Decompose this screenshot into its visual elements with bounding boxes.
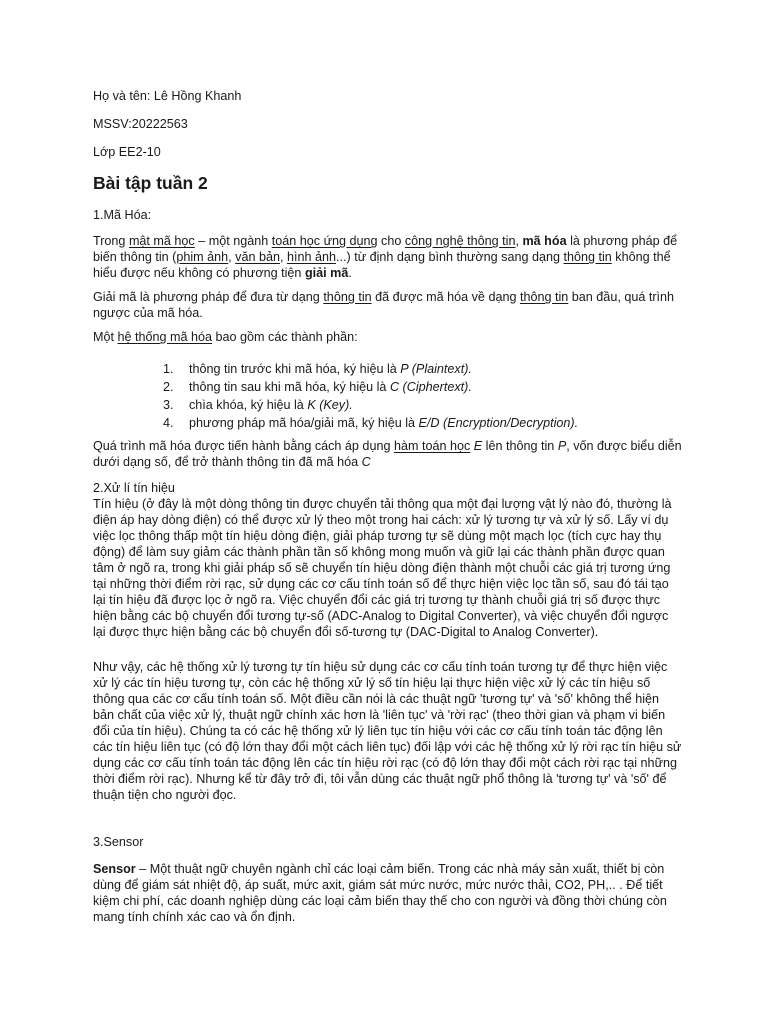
section2-paragraph-2: Như vậy, các hệ thống xử lý tương tự tín hiệu sử dụng các cơ cấu tính toán tương tự để thực hiện việc xử lý các tín hiệu tương tự, còn các hệ thống xử lý số tín hiệu lại thực hiện việc xử lý các tín hiệu số thông qua các cơ cấu tính toán số. Một điều cần nói là các thuật ngữ 'tương tự' và 'số' không thể hiện bản chất của việc xử lý, thuật ngữ chính xác hơn là 'liên tục' và 'rời rạc' (theo thời gian và phạm vi biến đổi của tín hiệu). Chúng ta có các hệ thống xử lý liên tục tín hiệu với các cơ cấu tính toán tác động lên các tín hiệu liên tục (có độ lớn thay đổi một cách liên tục) đối lập với các hệ thống xử lý rời rạc tín hiệu sử dụng các cơ cấu tính toán tác động lên các tín hiệu rời rạc (có độ lớn thay đổi một cách rời rạc tại những thời điểm rời rạc). Nhưng kể từ đây trở đi, tôi vẫn dùng các thuật ngữ phổ thông là 'tương tự' và 'số' để thuận tiện cho người đọc. xyxy=(93,660,682,802)
list-item: 4. phương pháp mã hóa/giải mã, ký hiệu là E/D (Encryption/Decryption). xyxy=(163,416,579,430)
link-phim-anh[interactable]: phim ảnh xyxy=(176,250,229,264)
section2-heading: 2.Xử lí tín hiệu xyxy=(93,481,175,495)
student-name: Họ và tên: Lê Hồng Khanh xyxy=(93,89,242,103)
section3-paragraph-1: Sensor – Một thuật ngữ chuyên ngành chỉ các loại cảm biến. Trong các nhà máy sản xuất, thiết bị còn dùng để giám sát nhiệt độ, áp suất, mức axit, giám sát mức nước, mức nước thải, CO2, PH,.. . Để tiết kiệm chi phí, các doanh nghiệp dùng các loại cảm biến thay thế cho con người và đồng thời chúng còn mang tính chính xác cao và ổn định. xyxy=(93,862,667,924)
link-he-thong-ma-hoa[interactable]: hệ thống mã hóa xyxy=(117,330,213,344)
section1-paragraph-1: Trong mật mã học – một ngành toán học ứng dụng cho công nghệ thông tin, mã hóa là phương pháp để biến thông tin (phim ảnh, văn bản, hình ảnh...) từ định dạng bình thường sang dạng thông tin không thể hiểu được nếu không có phương tiện giải mã. xyxy=(93,234,678,280)
link-thong-tin[interactable]: thông tin xyxy=(563,250,612,264)
section1-paragraph-2: Giải mã là phương pháp để đưa từ dạng thông tin đã được mã hóa về dạng thông tin ban đầu, quá trình ngược của mã hóa. xyxy=(93,290,675,320)
list-item: 3. chìa khóa, ký hiệu là K (Key). xyxy=(163,398,353,412)
student-id: MSSV:20222563 xyxy=(93,117,188,131)
section3-heading: 3.Sensor xyxy=(93,835,144,849)
list-item: 1. thông tin trước khi mã hóa, ký hiệu là P (Plaintext). xyxy=(163,362,472,376)
link-thong-tin[interactable]: thông tin xyxy=(323,290,372,304)
link-cong-nghe-thong-tin[interactable]: công nghệ thông tin xyxy=(404,234,516,248)
section1-paragraph-4: Quá trình mã hóa được tiến hành bằng cách áp dụng hàm toán học E lên thông tin P, vốn được biểu diễn dưới dạng số, để trở thành thông tin đã mã hóa C xyxy=(93,439,682,469)
link-mat-ma-hoc[interactable]: mật mã học xyxy=(128,234,195,248)
components-list xyxy=(0,360,768,432)
section1-heading: 1.Mã Hóa: xyxy=(93,208,152,222)
link-van-ban[interactable]: văn bản xyxy=(235,250,280,264)
link-hinh-anh[interactable]: hình ảnh xyxy=(286,250,336,264)
class-code: Lớp EE2-10 xyxy=(93,145,161,159)
section1-paragraph-3: Một hệ thống mã hóa bao gồm các thành phần: xyxy=(93,330,358,344)
link-thong-tin[interactable]: thông tin xyxy=(519,290,569,304)
list-item: 2. thông tin sau khi mã hóa, ký hiệu là C (Ciphertext). xyxy=(163,380,472,394)
link-toan-hoc-ung-dung[interactable]: toán học ứng dụng xyxy=(271,234,378,248)
page-title: Bài tập tuần 2 xyxy=(93,173,208,193)
link-ham-toan-hoc[interactable]: hàm toán học xyxy=(393,439,471,453)
section2-paragraph-1: Tín hiệu (ở đây là một dòng thông tin được chuyển tải thông qua một đại lượng vật lý nào đó, thường là điện áp hay dòng điện) có thể được xử lý theo một trong hai cách: xử lý tương tự và xử lý số. Lấy ví dụ việc lọc thông thấp một tín hiệu dòng điện, giải pháp tương tự sẽ dùng một mạch lọc (tích cực hay thụ động) để làm suy giảm các thành phần tần số không mong muốn và giữ lại các thành phần được quan tâm ở ngõ ra, trong khi giải pháp số sẽ chuyển tín hiệu dòng điện thành một chuỗi các giá trị tương ứng tại những thời điểm rời rạc, sử dụng các cơ cấu tính toán số để thực hiện việc lọc tần số, sau đó tái tạo lại tín hiệu đã được lọc ở ngõ ra. Việc chuyển đổi các giá trị tương tự thành chuỗi giá trị số được thực hiện bằng các bộ chuyển đổi tương tự-số (ADC-Analog to Digital Converter), và việc chuyển đổi ngược lại được thực hiện bằng các bộ chuyển đổi số-tương tự (DAC-Digital to Analog Converter). xyxy=(93,497,672,639)
